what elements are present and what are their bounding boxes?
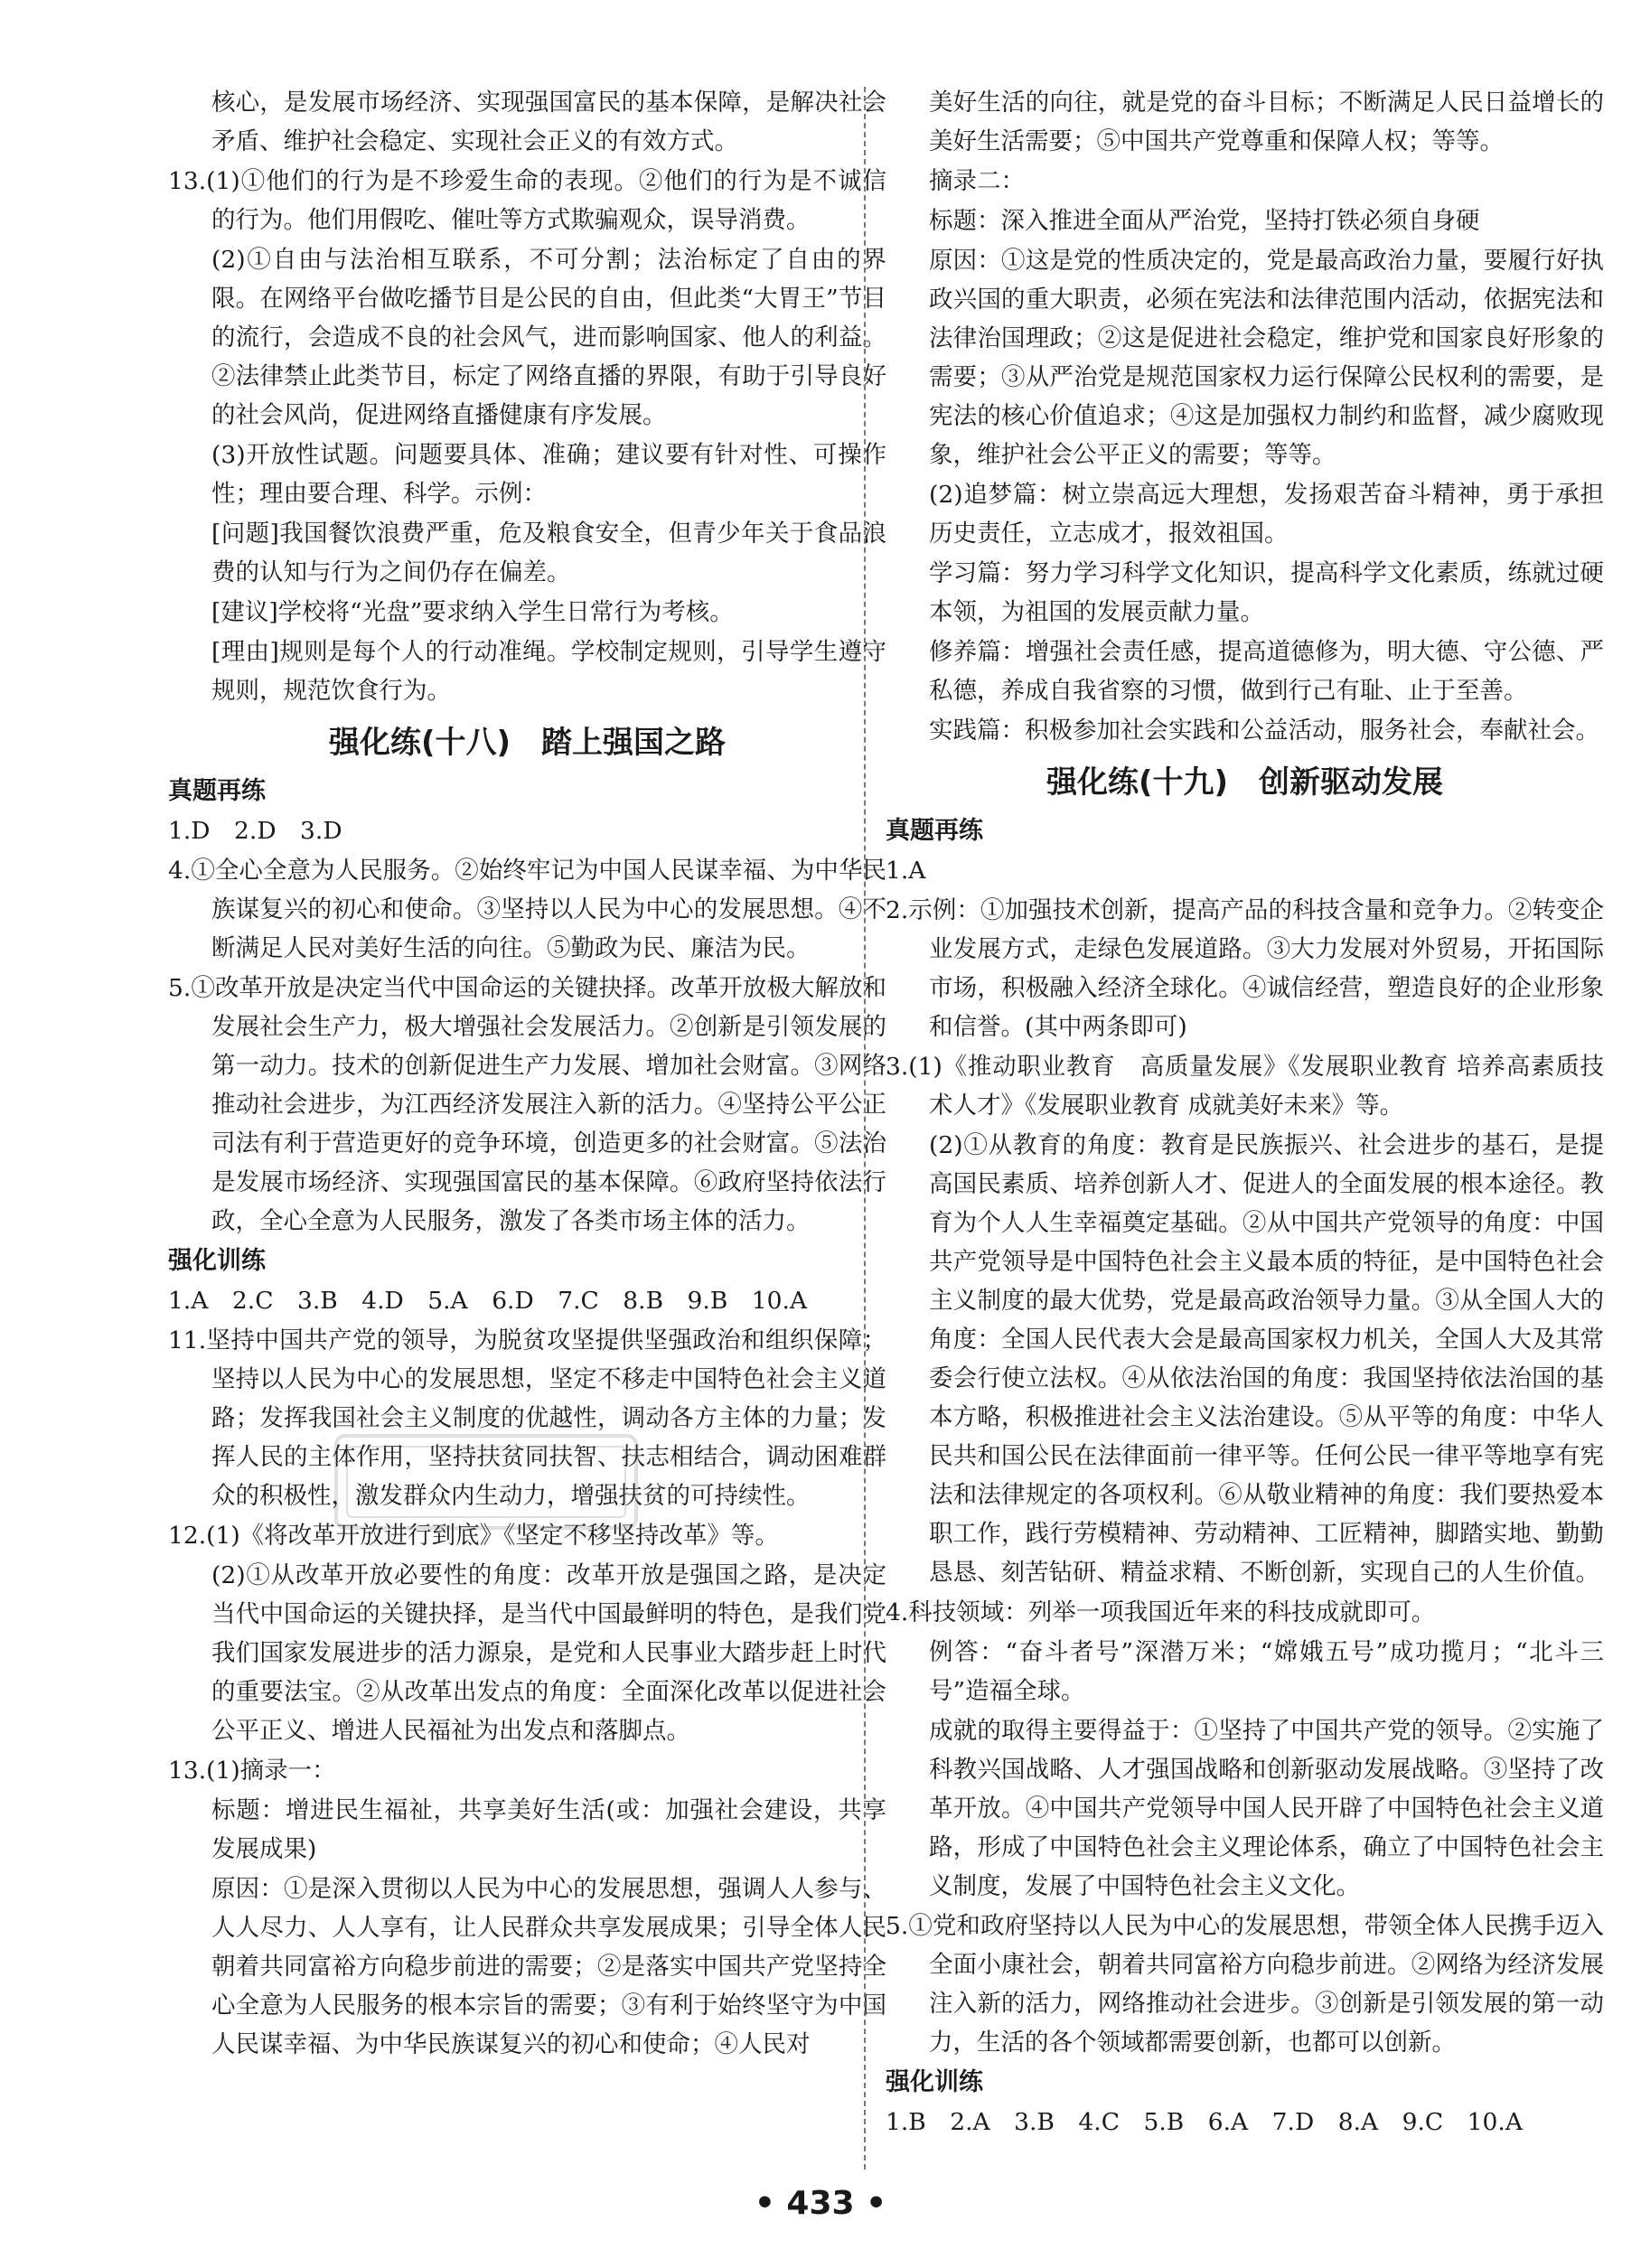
section-title-18: 强化练(十八) 踏上强国之路 <box>328 725 727 761</box>
subheading-real-exam: 真题再练 <box>168 777 266 805</box>
answer-3-2: (2)①从教育的角度：教育是民族振兴、社会进步的基石，是提高国民素质、培养创新人才、促进人的全面发展的根本途径。教育为个人人生幸福奠定基础。②从中国共产党领导的角度：中国共产党领导是中国特色社会主义最本质的特征，是中国特色社会主义制度的最大优势，党是最高政治领导力量。③从全国人大的角度：全国人民代表大会是最高国家权力机关，全国人大及其常委会行使立法权。④从依法治国的角度：我国坚持依法治国的基本方略，积极推进社会主义法治建设。⑤从平等的角度：中华人民共和国公民在法律面前一律平等。任何公民一律平等地享有宪法和法律规定的各项权利。⑥从敬业精神的角度：我们要热爱本职工作，践行劳模精神、劳动精神、工匠精神，脚踏实地、勤勤恳恳、刻苦钻研、精益求精、不断创新，实现自己的人生价值。 <box>929 1131 1604 1587</box>
excerpt-2-head: 摘录二： <box>929 167 1025 195</box>
answer-12-1: 12.(1)《将改革开放进行到底》《坚定不移坚持改革》等。 <box>168 1522 779 1550</box>
subheading-real-exam: 真题再练 <box>886 817 983 845</box>
practice-section: 实践篇：积极参加社会实践和公益活动，服务社会，奉献社会。 <box>929 717 1599 745</box>
study-section: 学习篇：努力学习科学文化知识，提高科学文化素质，练就过硬本领，为祖国的发展贡献力量。 <box>929 559 1604 626</box>
answer-13-excerpt-1: 13.(1)摘录一： <box>168 1757 336 1785</box>
answer-13-3: (3)开放性试题。问题要具体、准确；建议要有针对性、可操作性；理由要合理、科学。示例： <box>211 441 886 508</box>
subheading-training: 强化训练 <box>168 1247 266 1275</box>
paragraph: 美好生活的向往，就是党的奋斗目标；不断满足人民日益增长的美好生活需要；⑤中国共产党尊重和保障人权；等等。 <box>929 89 1604 155</box>
answer-4-example: 例答：“奋斗者号”深潜万米；“嫦娥五号”成功揽月；“北斗三号”造福全球。 <box>929 1638 1604 1705</box>
answer-2: 2.示例：①加强技术创新，提高产品的科技含量和竞争力。②转变企业发展方式，走绿色发展道路。③大力发展对外贸易，开拓国际市场，积极融入经济全球化。④诚信经营，塑造良好的企业形象和信誉。(其中两条即可) <box>886 896 1604 1041</box>
page-number: • 433 • <box>754 2185 887 2222</box>
example-reason: [理由]规则是每个人的行动准绳。学校制定规则，引导学生遵守规则，规范饮食行为。 <box>211 638 886 705</box>
dream-section: (2)追梦篇：树立崇高远大理想，发扬艰苦奋斗精神，勇于承担历史责任，立志成才，报效祖国。 <box>929 481 1604 548</box>
column-divider <box>864 87 866 2170</box>
section-title-19: 强化练(十九) 创新驱动发展 <box>1046 764 1444 801</box>
answer-4: 4.科技领域：列举一项我国近年来的科技成就即可。 <box>886 1598 1436 1626</box>
answer-4-reason: 成就的取得主要得益于：①坚持了中国共产党的领导。②实施了科教兴国战略、人才强国战略和创新驱动发展战略。③坚持了改革开放。④中国共产党领导中国人民开辟了中国特色社会主义道路，形成了中国特色社会主义理论体系，确立了中国特色社会主义制度，发展了中国特色社会主义文化。 <box>929 1717 1604 1900</box>
answer-1: 1.A <box>886 857 926 885</box>
answer-3-1: 3.(1)《推动职业教育 高质量发展》《发展职业教育 培养高素质技术人才》《发展职业教育 成就美好未来》等。 <box>886 1053 1604 1120</box>
answer-13-1: 13.(1)①他们的行为是不珍爱生命的表现。②他们的行为是不诚信的行为。他们用假吃、催吐等方式欺骗观众，误导消费。 <box>168 167 886 234</box>
answer-5: 5.①改革开放是决定当代中国命运的关键抉择。改革开放极大解放和发展社会生产力，极大增强社会发展活力。②创新是引领发展的第一动力。技术的创新促进生产力发展、增加社会财富。③网络推动社会进步，为江西经济发展注入新的活力。④坚持公平公正司法有利于营造更好的竞争环境，创造更多的社会财富。⑤法治是发展市场经济、实现强国富民的基本保障。⑥政府坚持依法行政，全心全意为人民服务，激发了各类市场主体的活力。 <box>168 974 886 1235</box>
answer-13-2: (2)①自由与法治相互联系，不可分割；法治标定了自由的界限。在网络平台做吃播节目是公民的自由，但此类“大胃王”节目的流行，会造成不良的社会风气，进而影响国家、他人的利益。②法律禁止此类节目，标定了网络直播的界限，有助于引导良好的社会风尚，促进网络直播健康有序发展。 <box>211 246 886 429</box>
cultivation-section: 修养篇：增强社会责任感，提高道德修为，明大德、守公德、严私德，养成自我省察的习惯，做到行己有耻、止于至善。 <box>929 638 1604 705</box>
subheading-training: 强化训练 <box>886 2068 983 2096</box>
answers-1-3: 1.D 2.D 3.D <box>168 817 342 845</box>
excerpt-1-reason: 原因：①是深入贯彻以人民为中心的发展思想，强调人人参与、人人尽力、人人享有，让人民群众共享发展成果；引导全体人民朝着共同富裕方向稳步前进的需要；②是落实中国共产党坚持全心全意为人民服务的根本宗旨的需要；③有利于始终坚守为中国人民谋幸福、为中华民族谋复兴的初心和使命；④人民对 <box>211 1875 886 2058</box>
multiple-choice-answers: 1.A 2.C 3.B 4.D 5.A 6.D 7.C 8.B 9.B 10.A <box>168 1287 808 1315</box>
excerpt-2-title: 标题：深入推进全面从严治党，坚持打铁必须自身硬 <box>929 207 1480 235</box>
example-suggestion: [建议]学校将“光盘”要求纳入学生日常行为考核。 <box>211 598 734 626</box>
answer-12-2: (2)①从改革开放必要性的角度：改革开放是强国之路，是决定当代中国命运的关键抉择，是当代中国最鲜明的特色，是我们党我们国家发展进步的活力源泉，是党和人民事业大踏步赶上时代的重要法宝。②从改革出发点的角度：全面深化改革以促进社会公平正义、增进人民福祉为出发点和落脚点。 <box>211 1561 886 1745</box>
answer-5: 5.①党和政府坚持以人民为中心的发展思想，带领全体人民携手迈入全面小康社会，朝着共同富裕方向稳步前进。②网络为经济发展注入新的活力，网络推动社会进步。③创新是引领发展的第一动力，生活的各个领域都需要创新，也都可以创新。 <box>886 1912 1604 2057</box>
paragraph: 核心，是发展市场经济、实现强国富民的基本保障，是解决社会矛盾、维护社会稳定、实现社会正义的有效方式。 <box>211 89 886 155</box>
multiple-choice-answers: 1.B 2.A 3.B 4.C 5.B 6.A 7.D 8.A 9.C 10.A <box>886 2108 1523 2136</box>
excerpt-1-title: 标题：增进民生福祉，共享美好生活(或：加强社会建设，共享发展成果) <box>211 1796 886 1863</box>
answer-11: 11.坚持中国共产党的领导，为脱贫攻坚提供坚强政治和组织保障；坚持以人民为中心的发展思想，坚定不移走中国特色社会主义道路；发挥我国社会主义制度的优越性，调动各方主体的力量；发挥人民的主体作用，坚持扶贫同扶智、扶志相结合，调动困难群众的积极性，激发群众内生动力，增强扶贫的可持续性。 <box>168 1326 886 1510</box>
right-column <box>886 83 1604 2142</box>
excerpt-2-reason: 原因：①这是党的性质决定的，党是最高政治力量，要履行好执政兴国的重大职责，必须在宪法和法律范围内活动，依据宪法和法律治国理政；②这是促进社会稳定，维护党和国家良好形象的需要；③从严治党是规范国家权力运行保障公民权利的需要，是宪法的核心价值追求；④这是加强权力制约和监督，减少腐败现象，维护社会公平正义的需要；等等。 <box>929 247 1604 469</box>
left-column <box>168 83 886 2065</box>
answer-4: 4.①全心全意为人民服务。②始终牢记为中国人民谋幸福、为中华民族谋复兴的初心和使命。③坚持以人民为中心的发展思想。④不断满足人民对美好生活的向往。⑤勤政为民、廉洁为民。 <box>168 857 886 962</box>
example-problem: [问题]我国餐饮浪费严重，危及粮食安全，但青少年关于食品浪费的认知与行为之间仍存在偏差。 <box>211 520 886 586</box>
